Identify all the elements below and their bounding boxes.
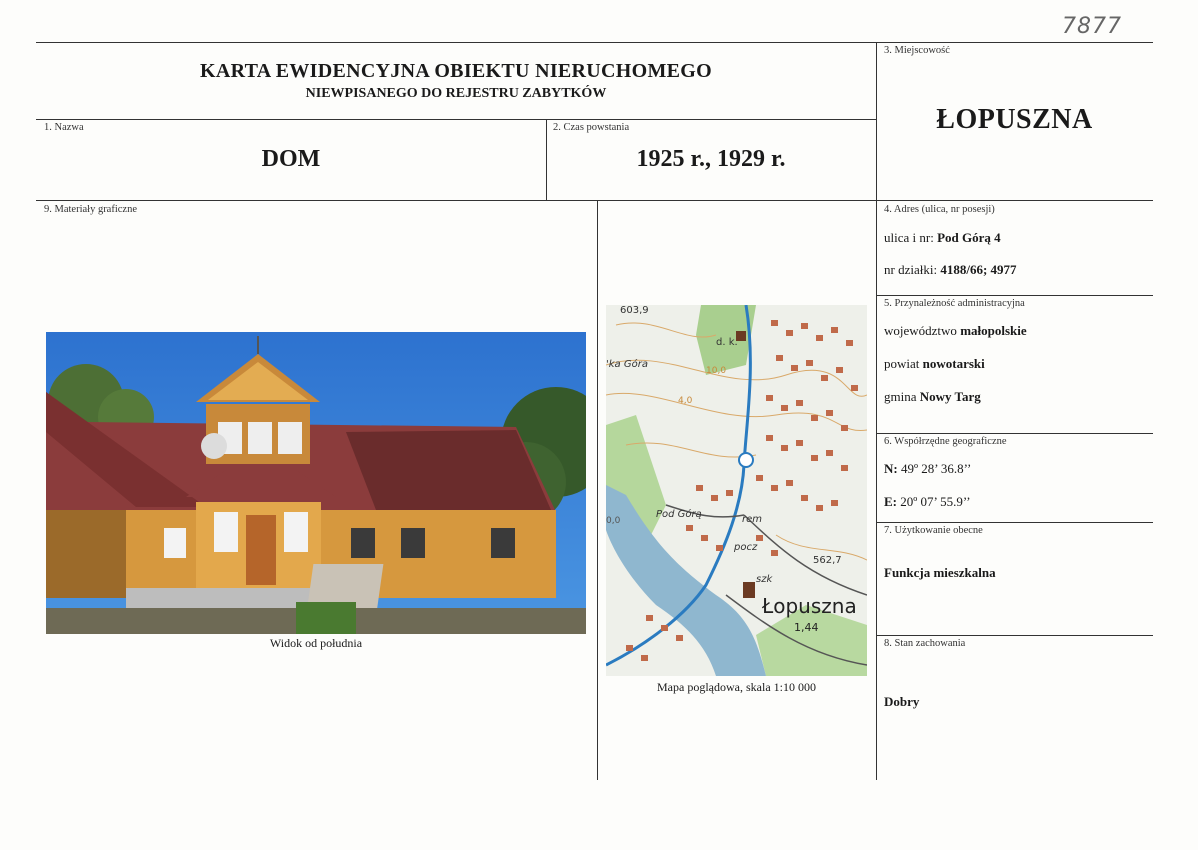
- usage-label: 7. Użytkowanie obecne: [884, 525, 983, 536]
- inventory-number: 7877: [1062, 14, 1122, 39]
- map-town-num: 1,44: [794, 621, 819, 634]
- map-elev-2: 562,7: [813, 555, 842, 566]
- n-value: 49º 28’ 36.8’’: [900, 461, 972, 476]
- card-subtitle: NIEWPISANEGO DO REJESTRU ZABYTKÓW: [305, 86, 607, 101]
- map-pocz: pocz: [734, 542, 758, 553]
- map-town: Łopuszna: [762, 594, 857, 618]
- map-dk: d. k.: [716, 337, 738, 348]
- county-prefix: powiat: [884, 356, 920, 371]
- address-plot-row: [884, 262, 1017, 278]
- commune-prefix: gmina: [884, 389, 917, 404]
- coords-e-row: [884, 494, 971, 510]
- n-prefix: N:: [884, 461, 898, 476]
- voivodeship-value: małopolskie: [960, 323, 1027, 338]
- sec4-bottom: [876, 295, 1153, 296]
- location-map: [606, 305, 867, 676]
- card-title: KARTA EWIDENCYJNA OBIEKTU NIERUCHOMEGO: [199, 60, 713, 82]
- condition-label: 8. Stan zachowania: [884, 638, 966, 649]
- coords-label: 6. Współrzędne geograficzne: [884, 436, 1007, 447]
- admin-label: 5. Przynależność administracyjna: [884, 298, 1025, 309]
- photo-caption: Widok od południa: [269, 636, 363, 650]
- plot-value: 4188/66; 4977: [940, 262, 1017, 277]
- house-photo: [46, 332, 586, 634]
- place-label: 3. Miejscowość: [884, 45, 950, 56]
- plot-prefix: nr działki:: [884, 262, 938, 277]
- header-divider: [36, 119, 876, 120]
- col-divider-top: [876, 42, 877, 780]
- street-value: Pod Górą 4: [937, 230, 1001, 245]
- coords-n-row: [884, 461, 971, 477]
- commune-value: Nowy Targ: [919, 389, 981, 404]
- sec6-bottom: [876, 522, 1153, 523]
- date-label: 2. Czas powstania: [553, 122, 630, 133]
- address-street-row: [884, 230, 1001, 246]
- map-szk: szk: [756, 574, 773, 585]
- map-hill: 'ka Góra: [606, 359, 648, 370]
- commune-row: [884, 389, 981, 405]
- map-caption: Mapa poglądowa, skala 1:10 000: [657, 680, 816, 694]
- county-value: nowotarski: [922, 356, 985, 371]
- e-prefix: E:: [884, 494, 897, 509]
- map-pod-gora: Pod Górą: [656, 509, 702, 520]
- row1-bottom: [36, 200, 1153, 201]
- graphics-label: 9. Materiały graficzne: [44, 204, 137, 215]
- sec7-bottom: [876, 635, 1153, 636]
- date-value: 1925 r., 1929 r.: [636, 146, 786, 172]
- condition-value: Dobry: [884, 694, 920, 709]
- map-rem: rem: [742, 514, 763, 525]
- usage-value: Funkcja mieszkalna: [884, 565, 996, 580]
- top-border: [36, 42, 1153, 43]
- voivodeship-row: [884, 323, 1027, 339]
- street-prefix: ulica i nr:: [884, 230, 934, 245]
- county-row: [884, 356, 985, 372]
- map-contour-3: 0,0: [606, 516, 621, 526]
- address-label: 4. Adres (ulica, nr posesji): [884, 204, 995, 215]
- name-label: 1. Nazwa: [44, 122, 84, 133]
- map-contour-2: 4,0: [678, 396, 693, 406]
- name-value: DOM: [261, 146, 321, 172]
- sec5-bottom: [876, 433, 1153, 434]
- place-value: ŁOPUSZNA: [936, 104, 1093, 135]
- map-contour-1: 10,0: [706, 366, 727, 376]
- voivodeship-prefix: województwo: [884, 323, 957, 338]
- e-value: 20º 07’ 55.9’’: [900, 494, 971, 509]
- map-elev-1: 603,9: [620, 305, 649, 316]
